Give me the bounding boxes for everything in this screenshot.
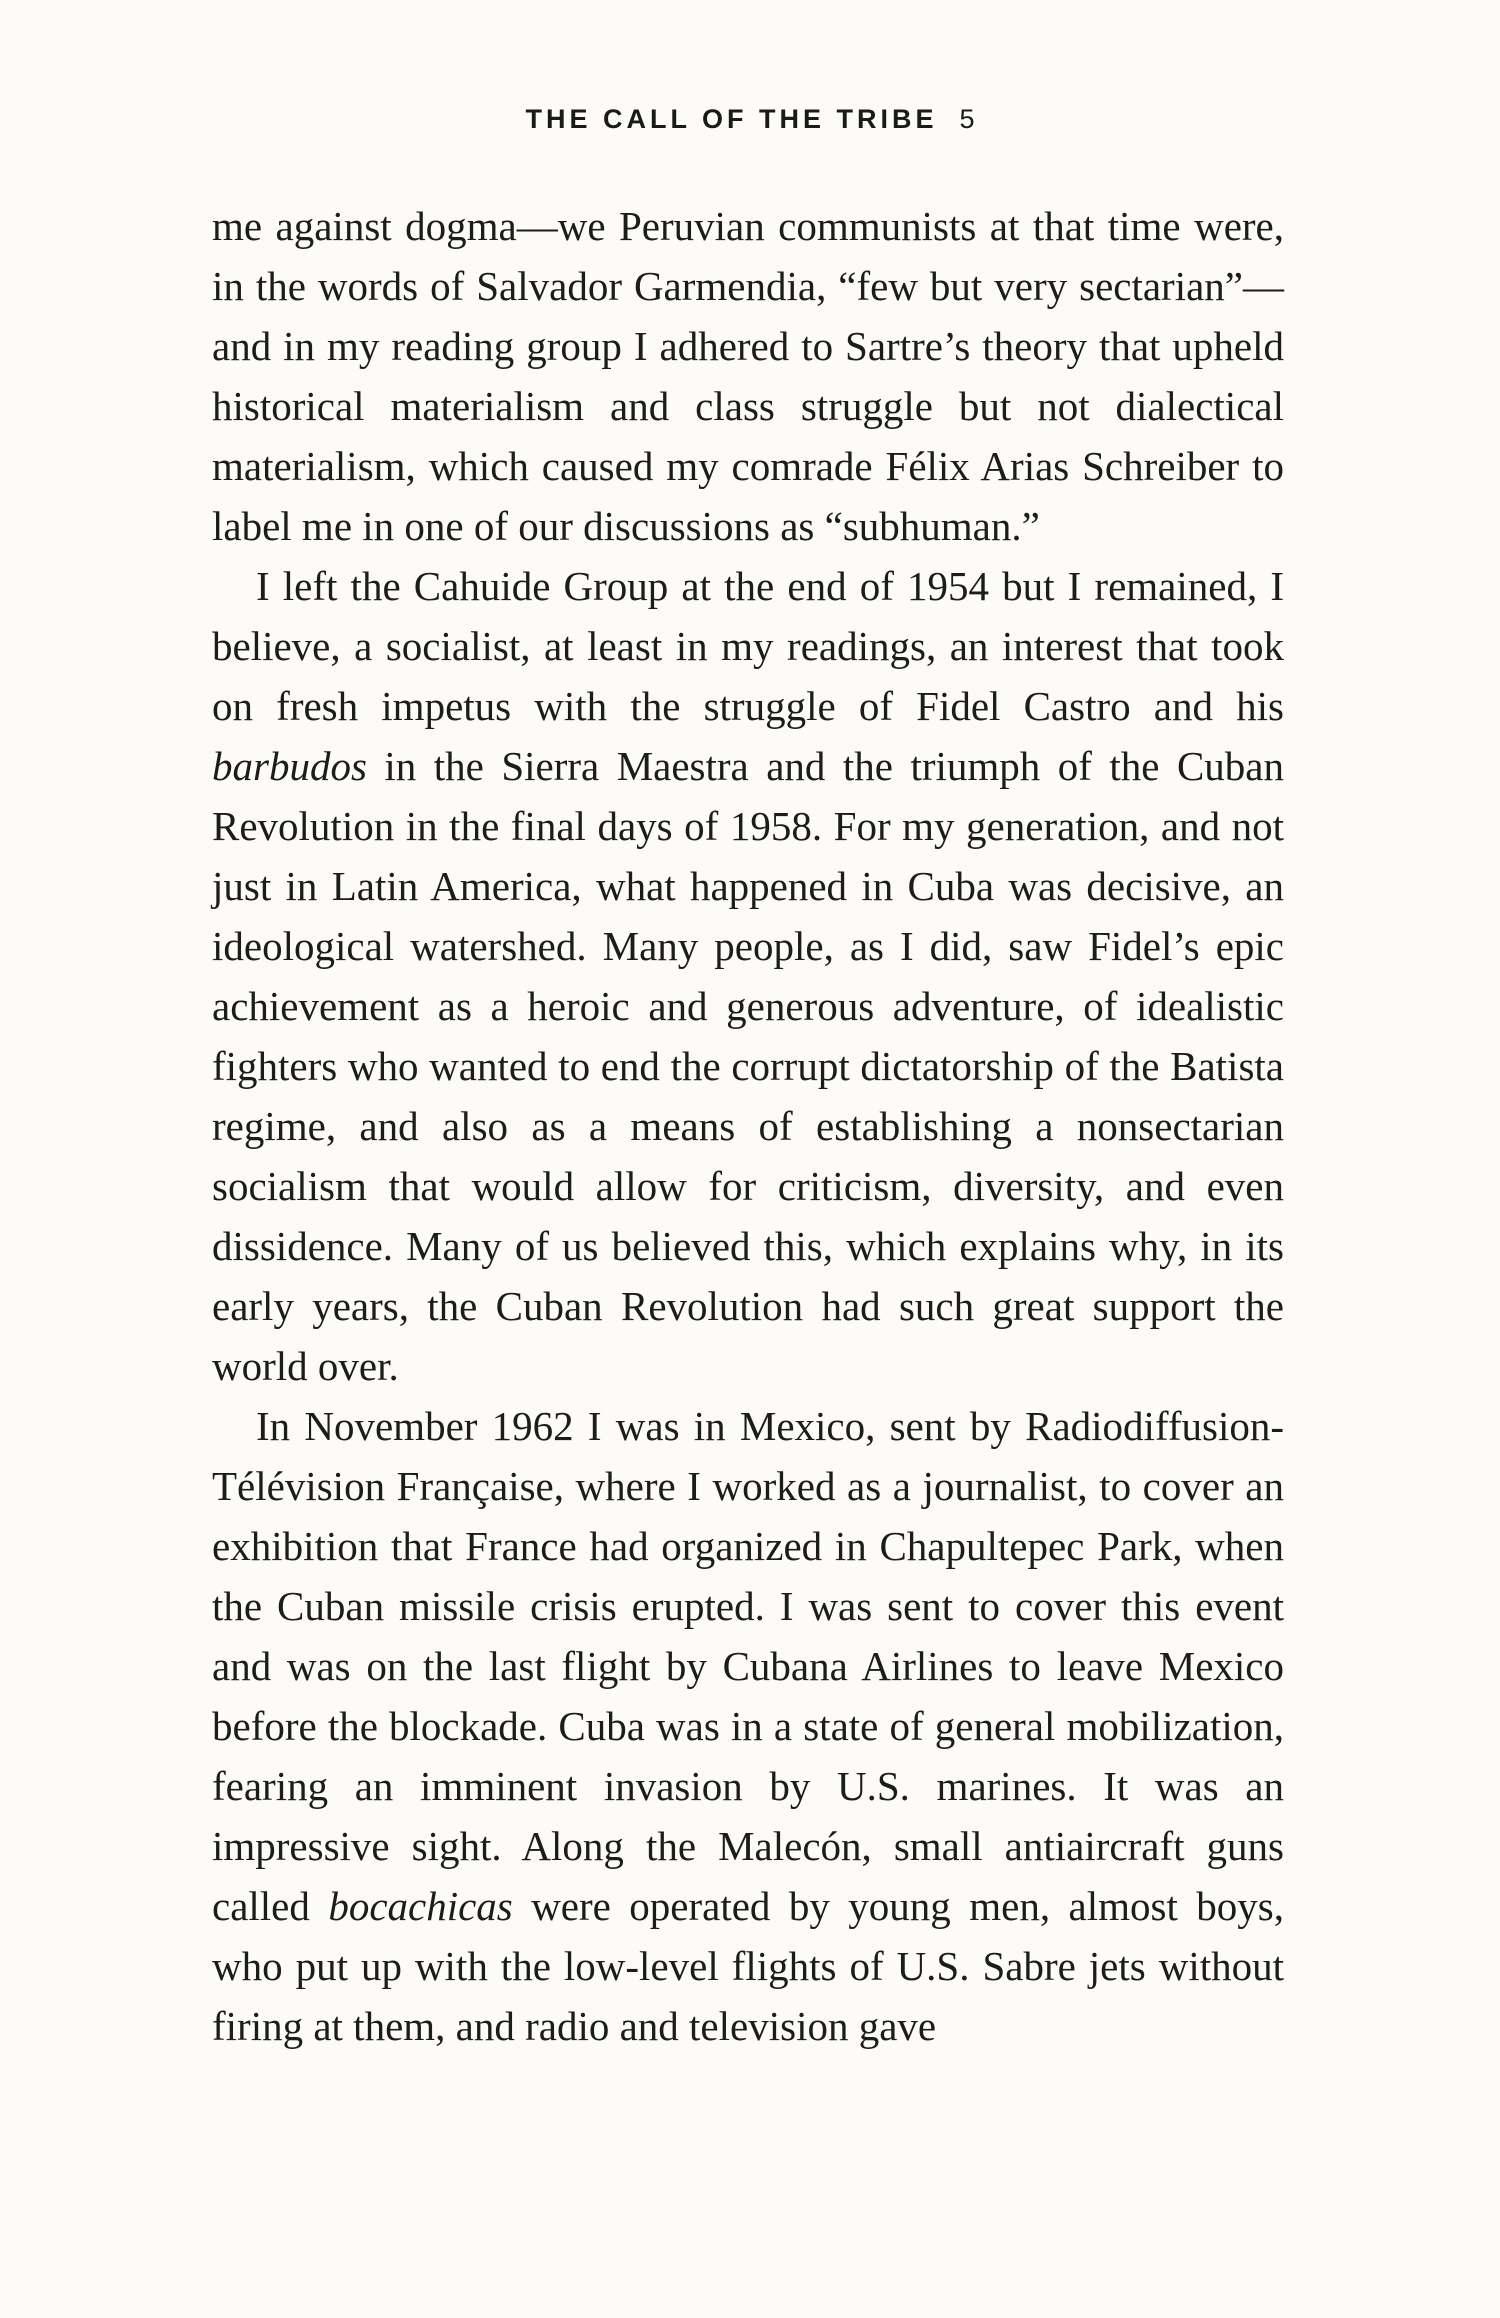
running-head <box>0 104 1500 135</box>
paragraph-2-text-a: I left the Cahuide Group at the end of 1954 but I remained, I believe, a socialist, at least in my readings, an interest that took on fresh impetus with the struggle of Fidel Castro and his <box>212 563 1284 729</box>
page-number: 5 <box>959 104 975 134</box>
paragraph-1 <box>212 196 1284 556</box>
paragraph-3 <box>212 1396 1284 2056</box>
paragraph-1-text: me against dogma—we Peruvian communists at that time were, in the words of Salvador Garmendia, “few but very sectarian”—and in my reading group I adhered to Sartre’s theory that upheld historical materialism and class struggle but not dialectical materialism, which caused my comrade Félix Arias Schreiber to label me in one of our discussions as “subhuman.” <box>212 203 1284 549</box>
italic-term-bocachicas: bocachicas <box>328 1883 513 1929</box>
paragraph-2-text-b: in the Sierra Maestra and the triumph of the Cuban Revolution in the final days of 1958. For my generation, and not just in Latin America, what happened in Cuba was decisive, an ideological watershed. Many people, as I did, saw Fidel’s epic achievement as a heroic and generous adventure, of idealistic fighters who wanted to end the corrupt dictatorship of the Batista regime, and also as a means of establishing a nonsectarian socialism that would allow for criticism, diversity, and even dissidence. Many of us believed this, which explains why, in its early years, the Cuban Revolution had such great support the world over. <box>212 743 1284 1389</box>
paragraph-3-text-a: In November 1962 I was in Mexico, sent by Radiodiffusion-Télévision Française, where I worked as a journalist, to cover an exhibition that France had organized in Chapultepec Park, when the Cuban missile crisis erupted. I was sent to cover this event and was on the last flight by Cubana Airlines to leave Mexico before the blockade. Cuba was in a state of general mobilization, fearing an imminent invasion by U.S. marines. It was an impressive sight. Along the Malecón, small antiaircraft guns called <box>212 1403 1284 1929</box>
running-title: THE CALL OF THE TRIBE <box>525 104 938 134</box>
paragraph-3-text-b: were operated by young men, almost boys, who put up with the low-level flights of U.S. Sabre jets without firing at them, and radio and television gave <box>212 1883 1284 2049</box>
paragraph-2 <box>212 556 1284 1396</box>
body-text <box>212 196 1284 2056</box>
italic-term-barbudos: barbudos <box>212 743 367 789</box>
